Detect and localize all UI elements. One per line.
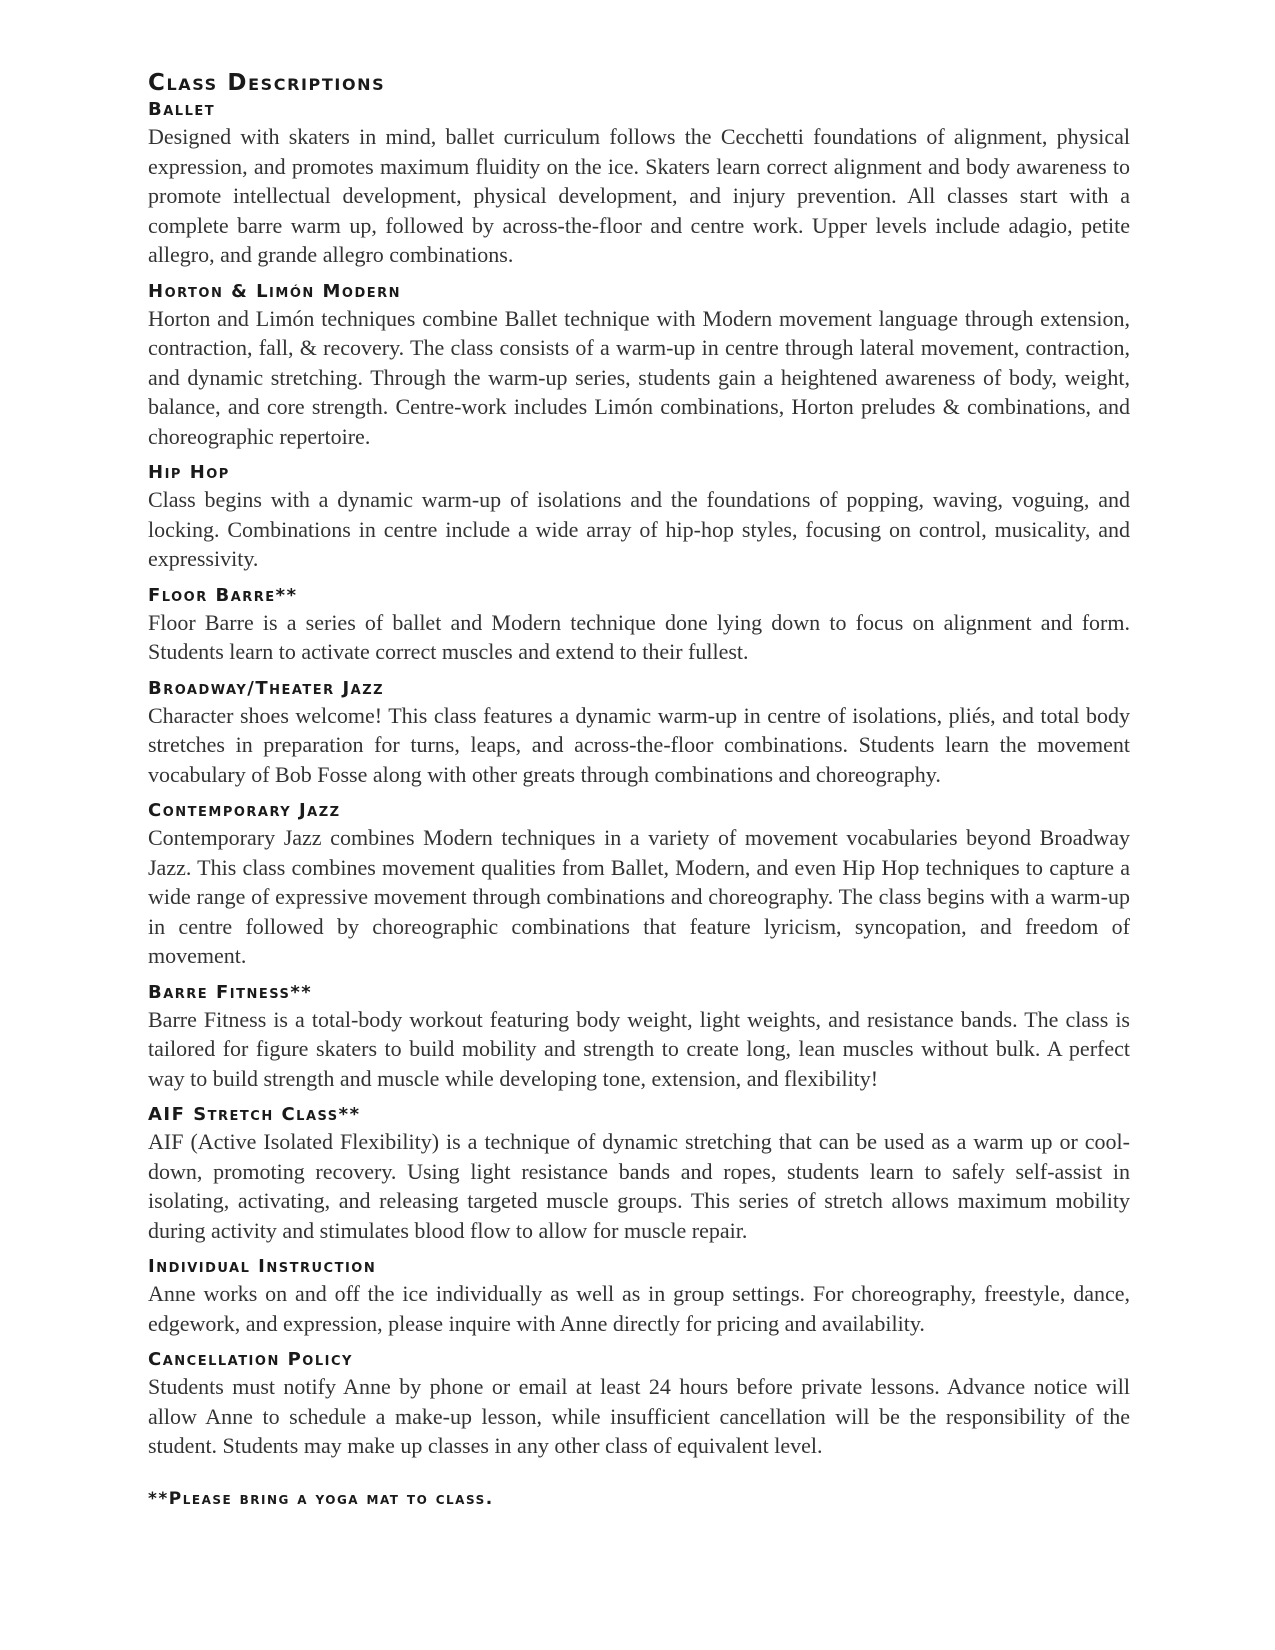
section-heading: Ballet (148, 99, 216, 120)
section-broadway-theater-jazz (148, 677, 1130, 790)
section-heading: Contemporary Jazz (148, 800, 341, 821)
section-body: Class begins with a dynamic warm-up of isolations and the foundations of popping, waving, voguing, and locking. Combinations in centre include a wide array of hip-hop styles, focusing on control, musicality, and expressivity. (148, 487, 1130, 571)
section-body: Designed with skaters in mind, ballet curriculum follows the Cecchetti foundations of alignment, physical expression, and promotes maximum fluidity on the ice. Skaters learn correct alignment and body awareness to promote intellectual development, physical development, and injury prevention. All classes start with a complete barre warm up, followed by across-the-floor and centre work. Upper levels include adagio, petite allegro, and grande allegro combinations. (148, 124, 1130, 267)
section-hip-hop (148, 461, 1130, 574)
section-horton-limon-modern (148, 280, 1130, 452)
section-barre-fitness (148, 981, 1130, 1094)
section-contemporary-jazz (148, 799, 1130, 971)
section-heading: Individual Instruction (148, 1256, 377, 1277)
section-body: AIF (Active Isolated Flexibility) is a technique of dynamic stretching that can be used as a warm up or cool-down, promoting recovery. Using light resistance bands and ropes, students learn to safely self-assist in isolating, activating, and releasing targeted muscle groups. This series of stretch allows maximum mobility during activity and stimulates blood flow to allow for muscle repair. (148, 1129, 1130, 1243)
page-title: Class Descriptions (148, 70, 386, 96)
footnote: **Please bring a yoga mat to class. (148, 1488, 494, 1509)
section-body: Anne works on and off the ice individually as well as in group settings. For choreography, freestyle, dance, edgework, and expression, please inquire with Anne directly for pricing and availability. (148, 1281, 1130, 1336)
section-body: Barre Fitness is a total-body workout featuring body weight, light weights, and resistance bands. The class is tailored for figure skaters to build mobility and strength to create long, lean muscles without bulk. A perfect way to build strength and muscle while developing tone, extension, and flexibility! (148, 1006, 1130, 1091)
section-heading: Barre Fitness** (148, 981, 313, 1003)
section-body: Horton and Limón techniques combine Ballet technique with Modern movement language through extension, contraction, fall, & recovery. The class consists of a warm-up in centre through lateral movement, contraction, and dynamic stretching. Through the warm-up series, students gain a heightened awareness of body, weight, balance, and core strength. Centre-work includes Limón combinations, Horton preludes & combinations, and choreographic repertoire. (148, 305, 1130, 449)
section-floor-barre (148, 584, 1130, 667)
section-heading: AIF Stretch Class** (148, 1104, 361, 1125)
section-heading: Hip Hop (148, 462, 230, 483)
section-heading: Cancellation Policy (148, 1349, 353, 1370)
section-heading: Floor Barre** (148, 584, 298, 606)
section-body: Character shoes welcome! This class features a dynamic warm-up in centre of isolations, pliés, and total body stretches in preparation for turns, leaps, and across-the-floor combinations. Students learn the movement vocabulary of Bob Fosse along with other greats through combinations and choreography. (148, 702, 1130, 787)
section-body: Students must notify Anne by phone or email at least 24 hours before private lessons. Advance notice will allow Anne to schedule a make-up lesson, while insufficient cancellation will be the responsibility of the student. Students may make up classes in any other class of equivalent level. (148, 1374, 1130, 1458)
section-ballet (148, 98, 1130, 270)
section-heading: Horton & Limón Modern (148, 280, 402, 302)
section-heading: Broadway/Theater Jazz (148, 677, 385, 699)
section-individual-instruction (148, 1255, 1130, 1338)
section-cancellation-policy (148, 1348, 1130, 1461)
section-aif-stretch-class (148, 1103, 1130, 1245)
section-body: Floor Barre is a series of ballet and Modern technique done lying down to focus on alignment and form. Students learn to activate correct muscles and extend to their fullest. (148, 609, 1130, 664)
document-page (148, 68, 1130, 1511)
section-body: Contemporary Jazz combines Modern techniques in a variety of movement vocabularies beyond Broadway Jazz. This class combines movement qualities from Ballet, Modern, and even Hip Hop techniques to capture a wide range of expressive movement through combinations and choreography. The class begins with a warm-up in centre followed by choreographic combinations that feature lyricism, syncopation, and freedom of movement. (148, 825, 1130, 968)
